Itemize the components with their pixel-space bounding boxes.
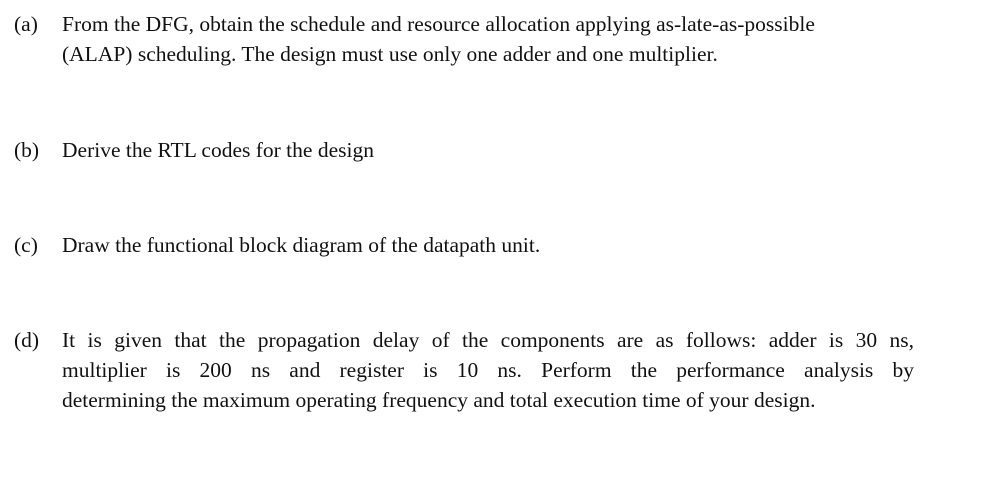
question-d-label: (d) [14,328,40,352]
question-d-line-1: It is given that the propagation delay of the components are as follows: adder is 30 ns, [62,328,914,352]
question-a [14,9,914,69]
question-a-line-2: (ALAP) scheduling. The design must use only one adder and one multiplier. [62,42,718,66]
question-d [14,325,914,415]
question-c-line-1: Draw the functional block diagram of the datapath unit. [62,233,541,257]
question-b-label: (b) [14,138,40,162]
question-a-text [62,9,914,69]
question-b-row [14,135,914,165]
question-c [14,230,914,260]
question-d-line-2: multiplier is 200 ns and register is 10 ns. Perform the performance analysis by [62,358,914,382]
question-a-label: (a) [14,12,38,36]
question-b-line-1: Derive the RTL codes for the design [62,138,374,162]
question-b [14,135,914,165]
question-c-text [62,230,914,260]
question-b-text [62,135,914,165]
question-d-line-3: determining the maximum operating frequency and total execution time of your design. [62,388,816,412]
question-a-line-1: From the DFG, obtain the schedule and resource allocation applying as-late-as-possible [62,12,815,36]
question-c-label: (c) [14,233,38,257]
question-c-row [14,230,914,260]
question-d-row [14,325,914,415]
question-d-text [62,325,914,415]
question-a-row [14,9,914,69]
